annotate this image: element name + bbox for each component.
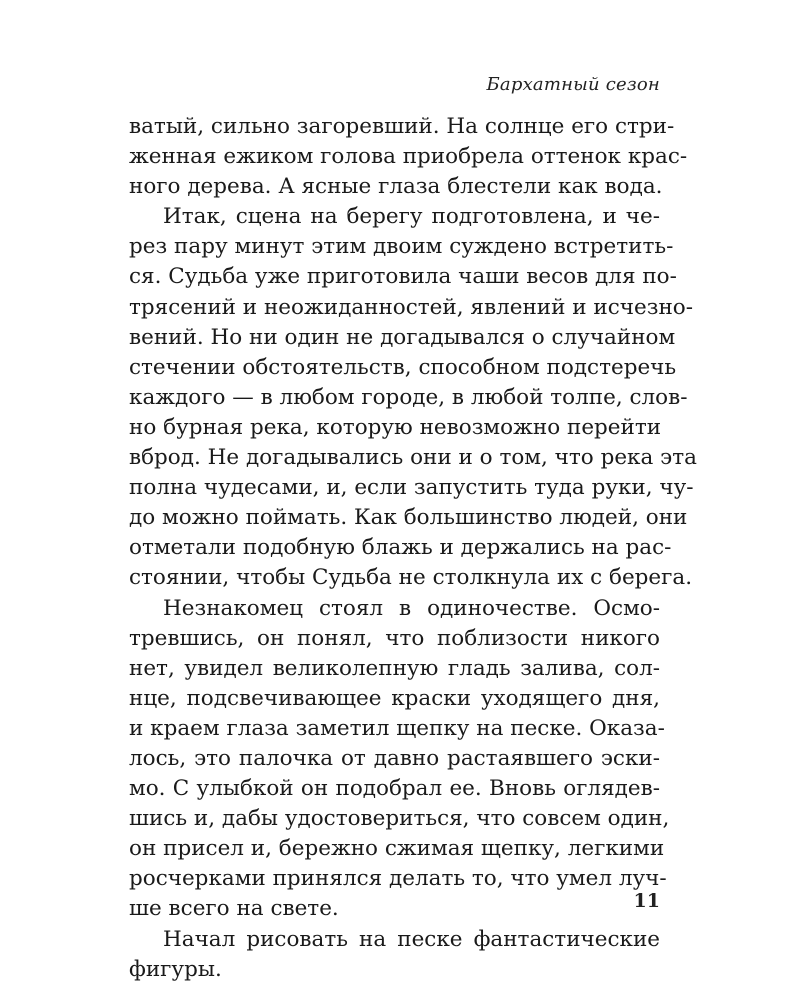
text-line: шись и, дабы удостовериться, что совсем один, [129,806,670,832]
text-line: каждого — в любом городе, в любой толпе, слов- [129,384,688,410]
text-line: мо. С улыбкой он подобрал ее. Вновь оглядев- [129,776,660,802]
text-line: он присел и, бережно сжимая щепку, легкими [129,836,665,862]
text-line: полна чудесами, и, если запустить туда руки, чу- [129,475,694,501]
text-line: стоянии, чтобы Судьба не столкнула их с берега. [129,565,693,591]
text-line: Незнакомец стоял в одиночестве. Осмо- [163,595,660,621]
text-line: ватый, сильно загоревший. На солнце его стри- [129,114,675,139]
body-text [129,112,697,985]
text-line: ся. Судьба уже приготовила чаши весов для по- [129,264,677,290]
text-line: трясений и неожиданностей, явлений и исчезно- [129,294,694,320]
text-line: Начал рисовать на песке фантастические [163,926,660,952]
text-line: ше всего на свете. [129,896,339,922]
text-line: лось, это палочка от давно растаявшего эски- [129,745,660,771]
text-line: вброд. Не догадывались они и о том, что река эта [129,445,697,471]
text-line: фигуры. [129,956,222,982]
running-head: Бархатный сезон [486,74,660,95]
text-line: вений. Но ни один не догадывался о случайном [129,324,676,350]
page-number: 11 [633,890,660,912]
text-line: росчерками принялся делать то, что умел луч- [129,866,667,892]
text-line: до можно поймать. Как большинство людей, они [129,505,688,531]
text-line: и краем глаза заметил щепку на песке. Оказа- [129,715,665,741]
text-line: но бурная река, которую невозможно перейти [129,414,662,440]
text-line: тревшись, он понял, что поблизости никого [129,625,660,651]
text-line: Итак, сцена на берегу подготовлена, и че- [163,204,660,230]
text-line: отметали подобную блажь и держались на рас- [129,535,672,561]
text-line: нет, увидел великолепную гладь залива, сол- [129,655,660,681]
text-line: нце, подсвечивающее краски уходящего дня, [129,685,660,711]
text-line: женная ежиком голова приобрела оттенок крас- [129,144,688,170]
text-line: ного дерева. А ясные глаза блестели как вода. [129,174,663,200]
text-line: рез пару минут этим двоим суждено встретить- [129,234,674,260]
text-line: стечении обстоятельств, способном подстеречь [129,354,677,380]
